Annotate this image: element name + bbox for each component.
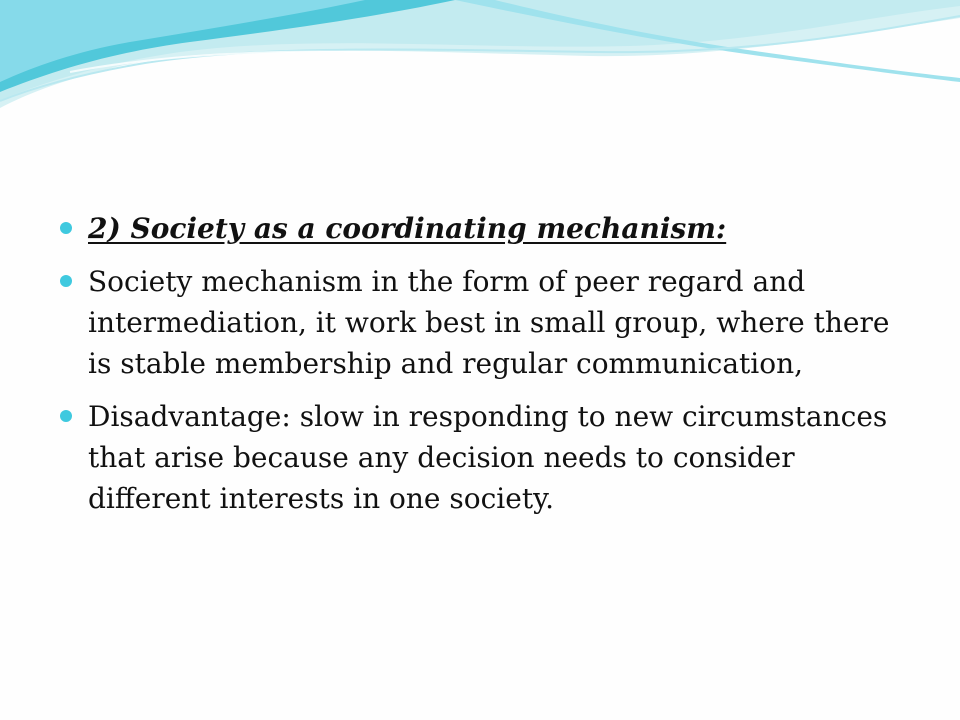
- bullet-list: [60, 208, 920, 531]
- bullet-dot-icon: [60, 275, 72, 287]
- bullet-heading: [60, 208, 920, 249]
- bullet-dot-icon: [60, 410, 72, 422]
- bullet-item-2: [60, 396, 920, 519]
- heading-text: 2) Society as a coordinating mechanism:: [88, 212, 727, 245]
- bullet-text: Disadvantage: slow in responding to new circumstances that arise because any decision needs to consider different interests in one society.: [88, 400, 888, 515]
- bullet-item-1: [60, 261, 920, 384]
- bullet-dot-icon: [60, 222, 72, 234]
- top-wave-decoration: [0, 0, 960, 120]
- bullet-text: Society mechanism in the form of peer regard and intermediation, it work best in small group, where there is stable membership and regular communication,: [88, 265, 890, 380]
